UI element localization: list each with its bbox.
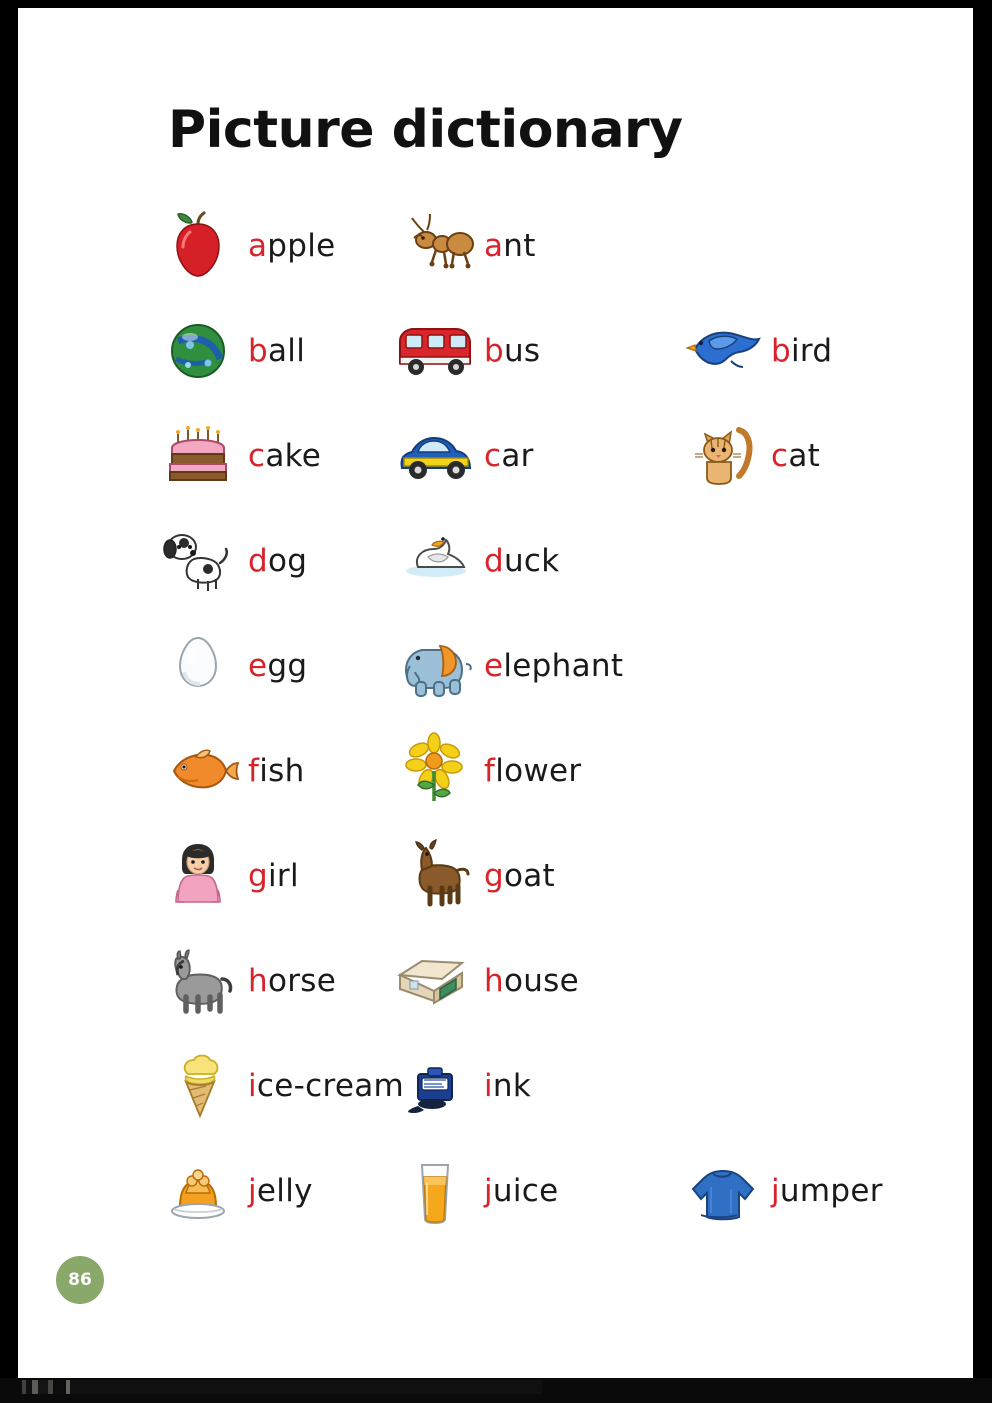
entry-word: juice xyxy=(484,1172,559,1209)
ant-icon xyxy=(388,200,484,292)
entry-ant[interactable] xyxy=(378,200,663,292)
entry-word: cake xyxy=(248,437,322,474)
horse-icon xyxy=(152,935,248,1027)
entry-bus[interactable] xyxy=(378,305,663,397)
duck-icon xyxy=(388,515,484,607)
entry-jelly[interactable] xyxy=(128,1145,378,1237)
dictionary-page xyxy=(18,8,973,1378)
goat-icon xyxy=(388,830,484,922)
entry-house[interactable] xyxy=(378,935,663,1027)
entry-row xyxy=(128,1138,958,1243)
entry-ball[interactable] xyxy=(128,305,378,397)
book-edge-texture xyxy=(22,1380,542,1394)
juice-icon xyxy=(388,1145,484,1237)
jelly-icon xyxy=(152,1145,248,1237)
entry-car[interactable] xyxy=(378,410,663,502)
entry-word: bus xyxy=(484,332,541,369)
entry-bird[interactable] xyxy=(663,305,958,397)
entry-goat[interactable] xyxy=(378,830,663,922)
entry-ink[interactable] xyxy=(378,1040,663,1132)
entry-word: fish xyxy=(248,752,305,789)
entry-juice[interactable] xyxy=(378,1145,663,1237)
entry-apple[interactable] xyxy=(128,200,378,292)
entry-word: ant xyxy=(484,227,536,264)
flower-icon xyxy=(388,725,484,817)
entry-word: ice-cream xyxy=(248,1067,404,1104)
entry-horse[interactable] xyxy=(128,935,378,1027)
entry-row xyxy=(128,193,958,298)
house-icon xyxy=(388,935,484,1027)
entry-word: jumper xyxy=(771,1172,883,1209)
cat-icon xyxy=(675,410,771,502)
bird-icon xyxy=(675,305,771,397)
entry-word: cat xyxy=(771,437,821,474)
entry-word: apple xyxy=(248,227,336,264)
entry-egg[interactable] xyxy=(128,620,378,712)
page-title: Picture dictionary xyxy=(168,100,683,160)
ink-icon xyxy=(388,1040,484,1132)
entry-cake[interactable] xyxy=(128,410,378,502)
entry-elephant[interactable] xyxy=(378,620,663,712)
entry-row xyxy=(128,718,958,823)
entry-girl[interactable] xyxy=(128,830,378,922)
ball-icon xyxy=(152,305,248,397)
entry-word: car xyxy=(484,437,534,474)
egg-icon xyxy=(152,620,248,712)
entry-cat[interactable] xyxy=(663,410,958,502)
entry-word: flower xyxy=(484,752,582,789)
entry-word: elephant xyxy=(484,647,624,684)
entry-list xyxy=(128,193,958,1243)
elephant-icon xyxy=(388,620,484,712)
entry-flower[interactable] xyxy=(378,725,663,817)
entry-row xyxy=(128,403,958,508)
entry-row xyxy=(128,613,958,718)
entry-ice-cream[interactable] xyxy=(128,1040,404,1132)
entry-dog[interactable] xyxy=(128,515,378,607)
entry-row xyxy=(128,823,958,928)
entry-word: house xyxy=(484,962,579,999)
entry-word: goat xyxy=(484,857,556,894)
entry-fish[interactable] xyxy=(128,725,378,817)
cake-icon xyxy=(152,410,248,502)
entry-jumper[interactable] xyxy=(663,1145,958,1237)
entry-word: egg xyxy=(248,647,308,684)
entry-row xyxy=(128,298,958,403)
entry-word: bird xyxy=(771,332,833,369)
girl-icon xyxy=(152,830,248,922)
page-number-badge: 86 xyxy=(56,1256,104,1304)
entry-word: jelly xyxy=(248,1172,313,1209)
car-icon xyxy=(388,410,484,502)
bus-icon xyxy=(388,305,484,397)
entry-row xyxy=(128,928,958,1033)
dog-icon xyxy=(152,515,248,607)
entry-word: ball xyxy=(248,332,306,369)
entry-duck[interactable] xyxy=(378,515,663,607)
apple-icon xyxy=(152,200,248,292)
entry-word: horse xyxy=(248,962,337,999)
jumper-icon xyxy=(675,1145,771,1237)
entry-row xyxy=(128,508,958,613)
entry-row xyxy=(128,1033,958,1138)
ice-cream-icon xyxy=(152,1040,248,1132)
entry-word: duck xyxy=(484,542,560,579)
fish-icon xyxy=(152,725,248,817)
entry-word: girl xyxy=(248,857,299,894)
entry-word: dog xyxy=(248,542,308,579)
entry-word: ink xyxy=(484,1067,532,1104)
